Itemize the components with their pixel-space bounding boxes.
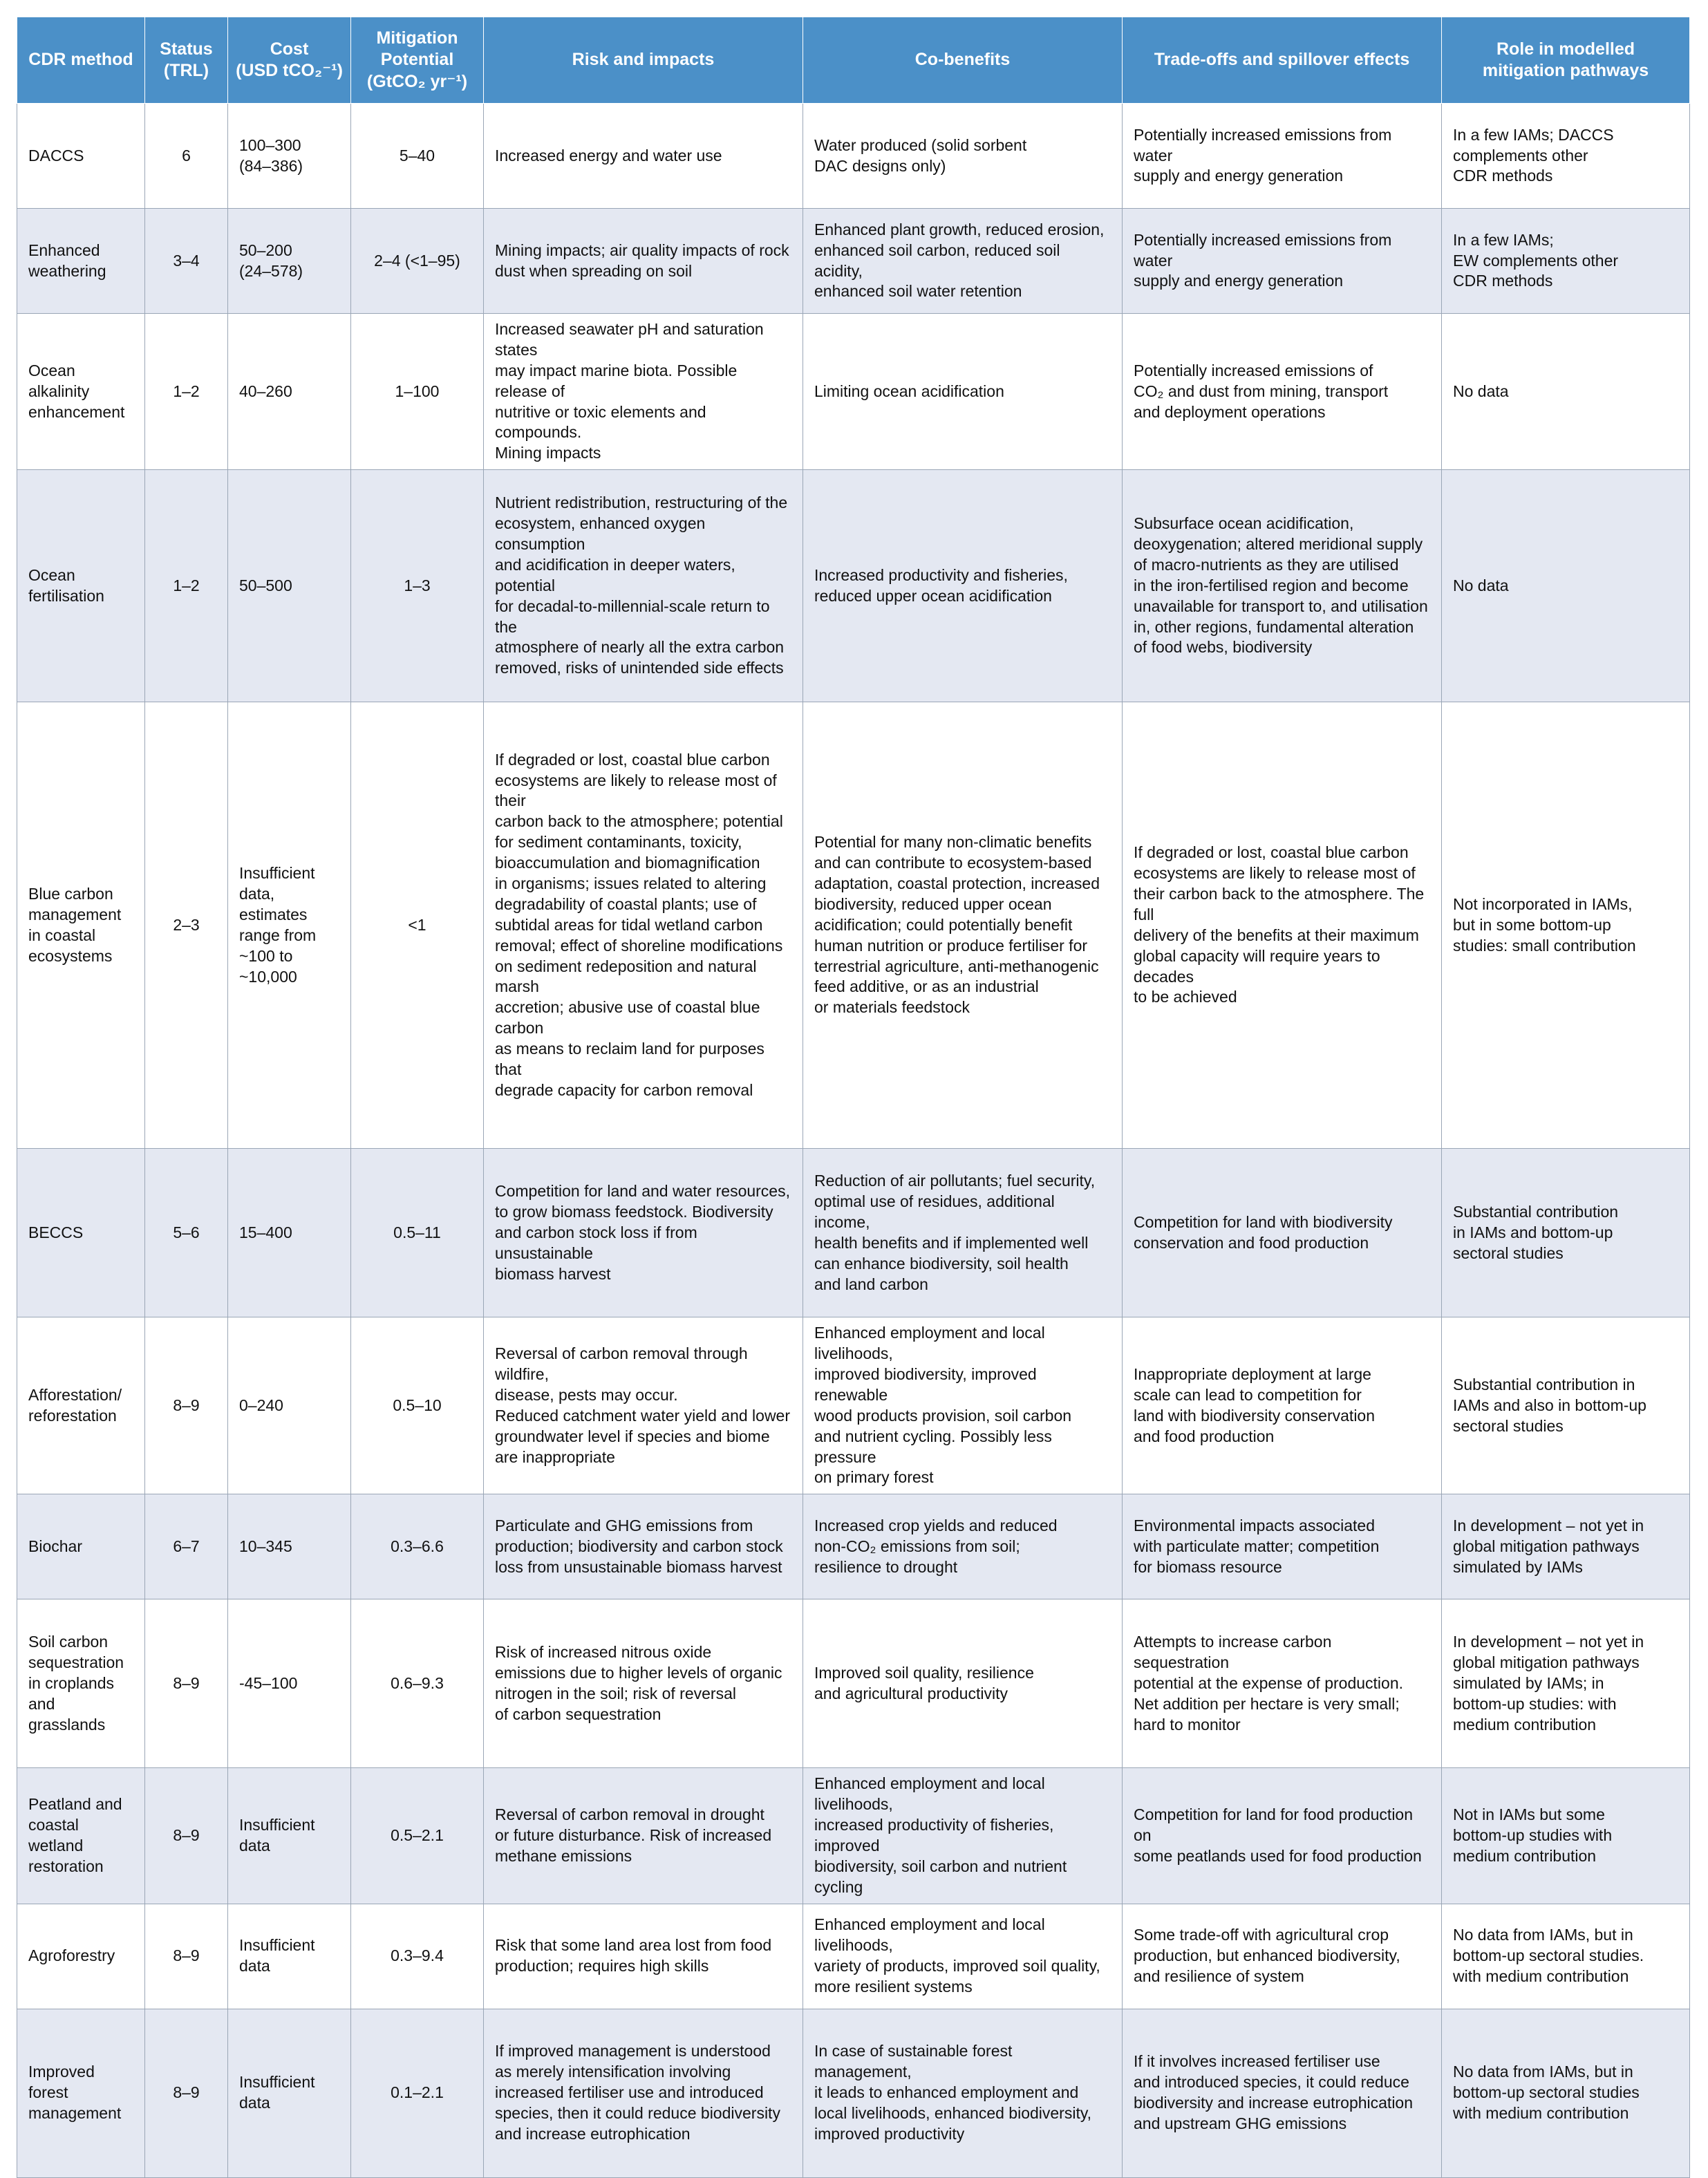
cell-co-benefits: Limiting ocean acidification — [803, 314, 1123, 470]
header-line: CDR method — [28, 50, 133, 70]
cell-co-benefits: Enhanced plant growth, reduced erosion, enhanced soil carbon, reduced soil acidity, enhanced soil water retention — [803, 209, 1123, 314]
cell-mitigation-potential: 0.3–6.6 — [351, 1494, 484, 1599]
cell-trade-offs: Competition for land for food production on some peatlands used for food production — [1123, 1768, 1442, 1904]
cell-role: In a few IAMs; EW complements other CDR methods — [1442, 209, 1690, 314]
cell-mitigation-potential: 2–4 (<1–95) — [351, 209, 484, 314]
header-role — [1442, 17, 1690, 104]
cell-co-benefits: Water produced (solid sorbent DAC designs only) — [803, 104, 1123, 209]
cell-cdr-method: Improved forest management — [17, 2009, 145, 2177]
cell-co-benefits: Enhanced employment and local livelihoods, variety of products, improved soil quality, more resilient systems — [803, 1904, 1123, 2009]
cell-mitigation-potential: 5–40 — [351, 104, 484, 209]
cell-status: 8–9 — [145, 1317, 228, 1494]
cell-role: No data from IAMs, but in bottom-up sectoral studies with medium contribution — [1442, 2009, 1690, 2177]
cell-status: 8–9 — [145, 1904, 228, 2009]
cell-role: In a few IAMs; DACCS complements other CDR methods — [1442, 104, 1690, 209]
cell-cdr-method: BECCS — [17, 1149, 145, 1317]
cell-status: 6–7 — [145, 1494, 228, 1599]
cell-mitigation-potential: 0.5–10 — [351, 1317, 484, 1494]
header-line: Role in modelled — [1496, 39, 1635, 59]
cell-role: No data — [1442, 314, 1690, 470]
cell-cost: Insufficient data, estimates range from ~100 to ~10,000 — [228, 702, 351, 1149]
cell-risks: Mining impacts; air quality impacts of rock dust when spreading on soil — [484, 209, 803, 314]
header-line: Status — [160, 39, 213, 59]
cell-status: 8–9 — [145, 2009, 228, 2177]
cell-co-benefits: Enhanced employment and local livelihoods, increased productivity of fisheries, improved biodiversity, soil carbon and nutrient cycling — [803, 1768, 1123, 1904]
cell-role: Substantial contribution in IAMs and bottom-up sectoral studies — [1442, 1149, 1690, 1317]
cell-risks: Risk that some land area lost from food production; requires high skills — [484, 1904, 803, 2009]
cell-cost: 15–400 — [228, 1149, 351, 1317]
cell-risks: Competition for land and water resources, to grow biomass feedstock. Biodiversity and carbon stock loss if from unsustainable biomass harvest — [484, 1149, 803, 1317]
cell-risks: Reversal of carbon removal through wildfire, disease, pests may occur. Reduced catchment water yield and lower groundwater level if species and biome are inappropriate — [484, 1317, 803, 1494]
header-line: Potential — [380, 50, 454, 70]
table-row — [17, 314, 1690, 470]
cell-risks: Reversal of carbon removal in drought or future disturbance. Risk of increased methane emissions — [484, 1768, 803, 1904]
cell-mitigation-potential: 0.5–2.1 — [351, 1768, 484, 1904]
cell-role: Not in IAMs but some bottom-up studies with medium contribution — [1442, 1768, 1690, 1904]
table-row — [17, 1904, 1690, 2009]
cell-trade-offs: Competition for land with biodiversity conservation and food production — [1123, 1149, 1442, 1317]
cell-cdr-method: Agroforestry — [17, 1904, 145, 2009]
table-body — [17, 104, 1690, 2178]
cell-mitigation-potential: 0.3–9.4 — [351, 1904, 484, 2009]
cell-trade-offs: If degraded or lost, coastal blue carbon ecosystems are likely to release most of their carbon back to the atmosphere. The full delivery of the benefits at their maximum global capacity will require years to decades to be achieved — [1123, 702, 1442, 1149]
cell-trade-offs: Potentially increased emissions from water supply and energy generation — [1123, 104, 1442, 209]
header-line: (TRL) — [163, 61, 209, 80]
header-line: Mitigation — [376, 28, 458, 48]
cell-mitigation-potential: 1–100 — [351, 314, 484, 470]
cell-status: 8–9 — [145, 1768, 228, 1904]
cdr-methods-table — [17, 17, 1690, 2178]
cell-co-benefits: In case of sustainable forest management, it leads to enhanced employment and local livelihoods, enhanced biodiversity, improved productivity — [803, 2009, 1123, 2177]
header-co-benefits — [803, 17, 1123, 104]
cell-status: 1–2 — [145, 314, 228, 470]
cell-role: No data — [1442, 470, 1690, 702]
cell-co-benefits: Increased productivity and fisheries, reduced upper ocean acidification — [803, 470, 1123, 702]
cell-co-benefits: Improved soil quality, resilience and agricultural productivity — [803, 1599, 1123, 1768]
cell-cdr-method: DACCS — [17, 104, 145, 209]
table-row — [17, 209, 1690, 314]
table-header — [17, 17, 1690, 104]
cell-mitigation-potential: 0.6–9.3 — [351, 1599, 484, 1768]
cell-trade-offs: Environmental impacts associated with particulate matter; competition for biomass resource — [1123, 1494, 1442, 1599]
cell-trade-offs: Some trade-off with agricultural crop production, but enhanced biodiversity, and resilience of system — [1123, 1904, 1442, 2009]
cell-trade-offs: Attempts to increase carbon sequestration potential at the expense of production. Net addition per hectare is very small; hard to monitor — [1123, 1599, 1442, 1768]
header-line: Trade-offs and spillover effects — [1154, 50, 1410, 70]
table-row — [17, 1599, 1690, 1768]
cell-cdr-method: Soil carbon sequestration in croplands and grasslands — [17, 1599, 145, 1768]
table-row — [17, 104, 1690, 209]
header-cdr-method — [17, 17, 145, 104]
cell-status: 5–6 — [145, 1149, 228, 1317]
header-line: Cost — [270, 39, 309, 59]
cell-mitigation-potential: 0.5–11 — [351, 1149, 484, 1317]
cell-risks: If degraded or lost, coastal blue carbon ecosystems are likely to release most of their carbon back to the atmosphere; potential for sediment contaminants, toxicity, bioaccumulation and biomagnification in organisms; issues related to altering degradability of coastal plants; use of subtidal areas for tidal wetland carbon removal; effect of shoreline modifications on sediment redeposition and natural marsh accretion; abusive use of coastal blue carbon as means to reclaim land for purposes that degrade capacity for carbon removal — [484, 702, 803, 1149]
cell-cost: 100–300 (84–386) — [228, 104, 351, 209]
cell-risks: Increased seawater pH and saturation states may impact marine biota. Possible release of nutritive or toxic elements and compounds. Mining impacts — [484, 314, 803, 470]
cell-status: 2–3 — [145, 702, 228, 1149]
cell-role: Substantial contribution in IAMs and also in bottom-up sectoral studies — [1442, 1317, 1690, 1494]
cell-cdr-method: Blue carbon management in coastal ecosystems — [17, 702, 145, 1149]
cell-risks: Increased energy and water use — [484, 104, 803, 209]
cell-cdr-method: Peatland and coastal wetland restoration — [17, 1768, 145, 1904]
cell-co-benefits: Potential for many non-climatic benefits and can contribute to ecosystem-based adaptation, coastal protection, increased biodiversity, reduced upper ocean acidification; could potentially benefit human nutrition or produce fertiliser for terrestrial agriculture, anti-methanogenic feed additive, or as an industrial or materials feedstock — [803, 702, 1123, 1149]
table-row — [17, 1494, 1690, 1599]
header-row — [17, 17, 1690, 104]
cell-cost: 10–345 — [228, 1494, 351, 1599]
cell-role: In development – not yet in global mitigation pathways simulated by IAMs; in bottom-up studies: with medium contribution — [1442, 1599, 1690, 1768]
header-line: Co-benefits — [914, 50, 1011, 70]
cell-mitigation-potential: <1 — [351, 702, 484, 1149]
cell-risks: If improved management is understood as merely intensification involving increased fertiliser use and introduced species, then it could reduce biodiversity and increase eutrophication — [484, 2009, 803, 2177]
cell-cdr-method: Ocean alkalinity enhancement — [17, 314, 145, 470]
cell-status: 3–4 — [145, 209, 228, 314]
cell-cost: Insufficient data — [228, 1768, 351, 1904]
cell-co-benefits: Enhanced employment and local livelihoods, improved biodiversity, improved renewable wood products provision, soil carbon and nutrient cycling. Possibly less pressure on primary forest — [803, 1317, 1123, 1494]
cell-trade-offs: Inappropriate deployment at large scale can lead to competition for land with biodiversity conservation and food production — [1123, 1317, 1442, 1494]
table-row — [17, 1149, 1690, 1317]
cell-cost: 50–500 — [228, 470, 351, 702]
cell-status: 1–2 — [145, 470, 228, 702]
header-line: mitigation pathways — [1482, 61, 1649, 80]
cell-trade-offs: Potentially increased emissions from water supply and energy generation — [1123, 209, 1442, 314]
table-row — [17, 1317, 1690, 1494]
cell-cost: Insufficient data — [228, 2009, 351, 2177]
cell-cost: 0–240 — [228, 1317, 351, 1494]
cell-trade-offs: Potentially increased emissions of CO₂ and dust from mining, transport and deployment operations — [1123, 314, 1442, 470]
table-row — [17, 1768, 1690, 1904]
header-status — [145, 17, 228, 104]
table-row — [17, 470, 1690, 702]
table-row — [17, 2009, 1690, 2177]
cell-co-benefits: Increased crop yields and reduced non-CO₂ emissions from soil; resilience to drought — [803, 1494, 1123, 1599]
header-trade-offs — [1123, 17, 1442, 104]
cell-risks: Particulate and GHG emissions from production; biodiversity and carbon stock loss from unsustainable biomass harvest — [484, 1494, 803, 1599]
cell-role: No data from IAMs, but in bottom-up sectoral studies. with medium contribution — [1442, 1904, 1690, 2009]
cell-mitigation-potential: 0.1–2.1 — [351, 2009, 484, 2177]
cell-risks: Nutrient redistribution, restructuring of the ecosystem, enhanced oxygen consumption and acidification in deeper waters, potential for decadal-to-millennial-scale return to the atmosphere of nearly all the extra carbon removed, risks of unintended side effects — [484, 470, 803, 702]
cell-cost: 50–200 (24–578) — [228, 209, 351, 314]
cell-cdr-method: Afforestation/ reforestation — [17, 1317, 145, 1494]
header-line: (GtCO₂ yr⁻¹) — [366, 71, 468, 91]
header-risks — [484, 17, 803, 104]
cell-trade-offs: If it involves increased fertiliser use and introduced species, it could reduce biodiversity and increase eutrophication and upstream GHG emissions — [1123, 2009, 1442, 2177]
cell-risks: Risk of increased nitrous oxide emissions due to higher levels of organic nitrogen in the soil; risk of reversal of carbon sequestration — [484, 1599, 803, 1768]
header-line: Risk and impacts — [572, 50, 715, 70]
cell-trade-offs: Subsurface ocean acidification, deoxygenation; altered meridional supply of macro-nutrients as they are utilised in the iron-fertilised region and become unavailable for transport to, and utilisation in, other regions, fundamental alteration of food webs, biodiversity — [1123, 470, 1442, 702]
header-mitigation-potential — [351, 17, 484, 104]
cell-status: 6 — [145, 104, 228, 209]
cell-co-benefits: Reduction of air pollutants; fuel security, optimal use of residues, additional income, health benefits and if implemented well can enhance biodiversity, soil health and land carbon — [803, 1149, 1123, 1317]
table-row — [17, 702, 1690, 1149]
cell-mitigation-potential: 1–3 — [351, 470, 484, 702]
header-cost — [228, 17, 351, 104]
cell-status: 8–9 — [145, 1599, 228, 1768]
cell-cost: 40–260 — [228, 314, 351, 470]
cell-cdr-method: Enhanced weathering — [17, 209, 145, 314]
cell-role: In development – not yet in global mitigation pathways simulated by IAMs — [1442, 1494, 1690, 1599]
cell-role: Not incorporated in IAMs, but in some bottom-up studies: small contribution — [1442, 702, 1690, 1149]
header-line: (USD tCO₂⁻¹) — [236, 61, 343, 80]
cell-cdr-method: Biochar — [17, 1494, 145, 1599]
cell-cost: -45–100 — [228, 1599, 351, 1768]
cell-cdr-method: Ocean fertilisation — [17, 470, 145, 702]
cell-cost: Insufficient data — [228, 1904, 351, 2009]
